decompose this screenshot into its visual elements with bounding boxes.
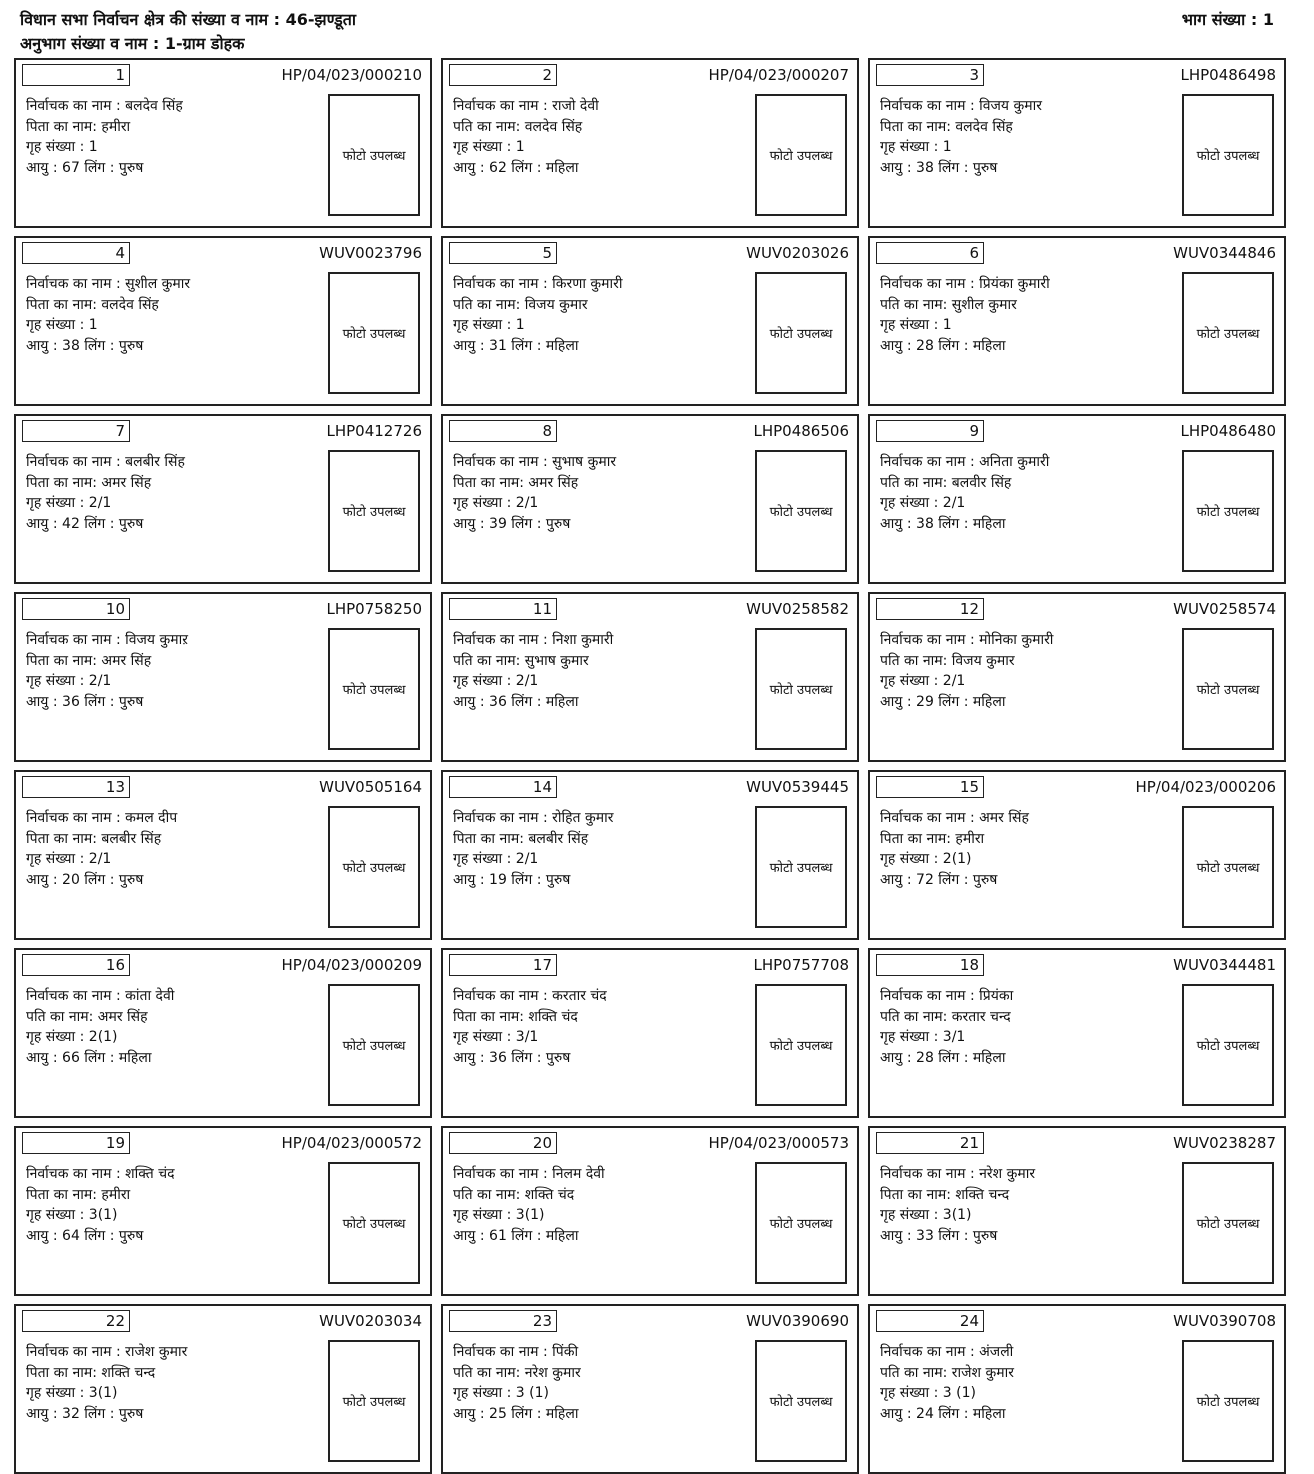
relative-name: पति का नाम: शक्ति चंद <box>453 1186 575 1203</box>
voter-details <box>880 274 1050 356</box>
photo-placeholder: फोटो उपलब्ध <box>755 984 847 1106</box>
photo-placeholder: फोटो उपलब्ध <box>1182 272 1274 394</box>
epic-number: WUV0505164 <box>319 778 422 796</box>
voter-card <box>14 770 432 940</box>
photo-placeholder: फोटो उपलब्ध <box>1182 1162 1274 1284</box>
age-gender: आयु : 31 लिंग : महिला <box>453 337 579 354</box>
serial-number: 7 <box>22 420 130 442</box>
photo-placeholder: फोटो उपलब्ध <box>755 1340 847 1462</box>
voter-details <box>26 96 183 178</box>
voter-name: निर्वाचक का नाम : करतार चंद <box>453 988 607 1004</box>
house-number: गृह संख्या : 2/1 <box>453 851 539 867</box>
epic-number: WUV0203026 <box>746 244 849 262</box>
voter-card <box>14 236 432 406</box>
photo-placeholder: फोटो उपलब्ध <box>755 1162 847 1284</box>
house-number: गृह संख्या : 2/1 <box>880 673 966 689</box>
photo-placeholder: फोटो उपलब्ध <box>328 94 420 216</box>
photo-placeholder: फोटो उपलब्ध <box>1182 450 1274 572</box>
voter-name: निर्वाचक का नाम : बलबीर सिंह <box>26 454 185 470</box>
relative-name: पति का नाम: करतार चन्द <box>880 1008 1011 1025</box>
relative-name: पिता का नाम: अमर सिंह <box>453 474 579 491</box>
age-gender: आयु : 42 लिंग : पुरुष <box>26 515 144 532</box>
voter-card <box>441 1304 859 1474</box>
epic-number: WUV0258574 <box>1173 600 1276 618</box>
relative-name: पिता का नाम: वलदेव सिंह <box>26 296 159 313</box>
voter-card <box>441 770 859 940</box>
epic-number: WUV0203034 <box>319 1312 422 1330</box>
voter-card <box>441 236 859 406</box>
voter-name: निर्वाचक का नाम : किरणा कुमारी <box>453 276 623 292</box>
house-number: गृह संख्या : 1 <box>26 317 98 333</box>
epic-number: WUV0258582 <box>746 600 849 618</box>
voter-card <box>868 58 1286 228</box>
relative-name: पति का नाम: अमर सिंह <box>26 1008 148 1025</box>
photo-placeholder: फोटो उपलब्ध <box>1182 1340 1274 1462</box>
age-gender: आयु : 25 लिंग : महिला <box>453 1405 579 1422</box>
house-number: गृह संख्या : 2/1 <box>26 851 112 867</box>
voter-card <box>441 948 859 1118</box>
serial-number: 18 <box>876 954 984 976</box>
house-number: गृह संख्या : 1 <box>453 139 525 155</box>
serial-number: 11 <box>449 598 557 620</box>
photo-placeholder: फोटो उपलब्ध <box>328 1162 420 1284</box>
relative-name: पति का नाम: नरेश कुमार <box>453 1364 581 1381</box>
age-gender: आयु : 62 लिंग : महिला <box>453 159 579 176</box>
serial-number: 8 <box>449 420 557 442</box>
relative-name: पति का नाम: बलवीर सिंह <box>880 474 1012 491</box>
voter-name: निर्वाचक का नाम : कांता देवी <box>26 988 175 1004</box>
photo-placeholder: फोटो उपलब्ध <box>328 984 420 1106</box>
house-number: गृह संख्या : 1 <box>880 317 952 333</box>
voter-details <box>880 630 1053 712</box>
age-gender: आयु : 19 लिंग : पुरुष <box>453 871 571 888</box>
voter-name: निर्वाचक का नाम : विजय कुमाऱ <box>26 632 188 648</box>
voter-card <box>868 1126 1286 1296</box>
photo-placeholder: फोटो उपलब्ध <box>755 628 847 750</box>
voter-name: निर्वाचक का नाम : मोनिका कुमारी <box>880 632 1054 648</box>
house-number: गृह संख्या : 2(1) <box>880 851 972 867</box>
voter-details <box>26 630 188 712</box>
voter-name: निर्वाचक का नाम : निशा कुमारी <box>453 632 614 648</box>
relative-name: पिता का नाम: अमर सिंह <box>26 474 152 491</box>
epic-number: HP/04/023/000210 <box>281 66 422 84</box>
voter-name: निर्वाचक का नाम : पिंकी <box>453 1344 579 1360</box>
epic-number: LHP0486506 <box>753 422 849 440</box>
voter-card <box>868 770 1286 940</box>
age-gender: आयु : 38 लिंग : पुरुष <box>880 159 998 176</box>
age-gender: आयु : 33 लिंग : पुरुष <box>880 1227 998 1244</box>
epic-number: WUV0539445 <box>746 778 849 796</box>
voter-card <box>441 1126 859 1296</box>
epic-number: HP/04/023/000209 <box>281 956 422 974</box>
voter-details <box>26 274 190 356</box>
house-number: गृह संख्या : 3(1) <box>453 1207 545 1223</box>
voter-card <box>14 592 432 762</box>
photo-placeholder: फोटो उपलब्ध <box>755 806 847 928</box>
photo-placeholder: फोटो उपलब्ध <box>328 628 420 750</box>
age-gender: आयु : 61 लिंग : महिला <box>453 1227 579 1244</box>
photo-placeholder: फोटो उपलब्ध <box>1182 94 1274 216</box>
house-number: गृह संख्या : 3(1) <box>26 1385 118 1401</box>
epic-number: WUV0344846 <box>1173 244 1276 262</box>
house-number: गृह संख्या : 1 <box>880 139 952 155</box>
epic-number: HP/04/023/000207 <box>708 66 849 84</box>
house-number: गृह संख्या : 1 <box>453 317 525 333</box>
voter-details <box>453 96 599 178</box>
voter-details <box>880 808 1029 890</box>
serial-number: 19 <box>22 1132 130 1154</box>
age-gender: आयु : 38 लिंग : पुरुष <box>26 337 144 354</box>
house-number: गृह संख्या : 3(1) <box>880 1207 972 1223</box>
epic-number: WUV0390690 <box>746 1312 849 1330</box>
part-number: भाग संख्या : 1 <box>1181 10 1274 29</box>
voter-card <box>441 58 859 228</box>
age-gender: आयु : 66 लिंग : महिला <box>26 1049 152 1066</box>
serial-number: 3 <box>876 64 984 86</box>
age-gender: आयु : 32 लिंग : पुरुष <box>26 1405 144 1422</box>
serial-number: 22 <box>22 1310 130 1332</box>
age-gender: आयु : 24 लिंग : महिला <box>880 1405 1006 1422</box>
relative-name: पिता का नाम: अमर सिंह <box>26 652 152 669</box>
age-gender: आयु : 72 लिंग : पुरुष <box>880 871 998 888</box>
serial-number: 2 <box>449 64 557 86</box>
age-gender: आयु : 29 लिंग : महिला <box>880 693 1006 710</box>
age-gender: आयु : 38 लिंग : महिला <box>880 515 1006 532</box>
voter-card-grid <box>14 58 1286 1472</box>
photo-placeholder: फोटो उपलब्ध <box>328 1340 420 1462</box>
voter-card <box>868 1304 1286 1474</box>
voter-name: निर्वाचक का नाम : अंजली <box>880 1344 1014 1360</box>
voter-details <box>26 808 177 890</box>
relative-name: पिता का नाम: शक्ति चन्द <box>26 1364 156 1381</box>
serial-number: 9 <box>876 420 984 442</box>
voter-details <box>880 1342 1014 1424</box>
epic-number: WUV0344481 <box>1173 956 1276 974</box>
house-number: गृह संख्या : 3 (1) <box>880 1385 976 1401</box>
relative-name: पति का नाम: वलदेव सिंह <box>453 118 583 135</box>
voter-details <box>26 452 185 534</box>
voter-name: निर्वाचक का नाम : कमल दीप <box>26 810 178 826</box>
voter-name: निर्वाचक का नाम : नरेश कुमार <box>880 1166 1036 1182</box>
voter-details <box>453 808 613 890</box>
voter-details <box>453 1164 605 1246</box>
epic-number: HP/04/023/000573 <box>708 1134 849 1152</box>
serial-number: 24 <box>876 1310 984 1332</box>
epic-number: LHP0758250 <box>326 600 422 618</box>
voter-card <box>868 592 1286 762</box>
relative-name: पिता का नाम: शक्ति चन्द <box>880 1186 1010 1203</box>
epic-number: WUV0238287 <box>1173 1134 1276 1152</box>
voter-name: निर्वाचक का नाम : प्रियंका <box>880 988 1014 1004</box>
voter-card <box>441 414 859 584</box>
serial-number: 10 <box>22 598 130 620</box>
serial-number: 14 <box>449 776 557 798</box>
age-gender: आयु : 36 लिंग : पुरुष <box>26 693 144 710</box>
epic-number: WUV0023796 <box>319 244 422 262</box>
age-gender: आयु : 64 लिंग : पुरुष <box>26 1227 144 1244</box>
voter-name: निर्वाचक का नाम : रोहित कुमार <box>453 810 614 826</box>
voter-name: निर्वाचक का नाम : अनिता कुमारी <box>880 454 1050 470</box>
epic-number: HP/04/023/000572 <box>281 1134 422 1152</box>
house-number: गृह संख्या : 3/1 <box>453 1029 539 1045</box>
photo-placeholder: फोटो उपलब्ध <box>328 806 420 928</box>
relative-name: पति का नाम: सुभाष कुमार <box>453 652 589 669</box>
section-title: अनुभाग संख्या व नाम : 1-ग्राम डोहक <box>20 34 245 53</box>
house-number: गृह संख्या : 3 (1) <box>453 1385 549 1401</box>
voter-name: निर्वाचक का नाम : प्रियंका कुमारी <box>880 276 1050 292</box>
voter-details <box>880 452 1049 534</box>
relative-name: पति का नाम: सुशील कुमार <box>880 296 1017 313</box>
voter-details <box>453 986 607 1068</box>
photo-placeholder: फोटो उपलब्ध <box>755 450 847 572</box>
serial-number: 12 <box>876 598 984 620</box>
age-gender: आयु : 28 लिंग : महिला <box>880 1049 1006 1066</box>
relative-name: पिता का नाम: बलबीर सिंह <box>26 830 162 847</box>
voter-card <box>441 592 859 762</box>
voter-details <box>26 986 174 1068</box>
epic-number: LHP0757708 <box>753 956 849 974</box>
relative-name: पिता का नाम: बलबीर सिंह <box>453 830 589 847</box>
voter-card <box>14 1126 432 1296</box>
epic-number: LHP0486498 <box>1180 66 1276 84</box>
age-gender: आयु : 20 लिंग : पुरुष <box>26 871 144 888</box>
page-header <box>20 6 1274 56</box>
age-gender: आयु : 67 लिंग : पुरुष <box>26 159 144 176</box>
voter-name: निर्वाचक का नाम : राजो देवी <box>453 98 599 114</box>
photo-placeholder: फोटो उपलब्ध <box>328 450 420 572</box>
serial-number: 13 <box>22 776 130 798</box>
voter-card <box>14 414 432 584</box>
serial-number: 20 <box>449 1132 557 1154</box>
voter-name: निर्वाचक का नाम : राजेश कुमार <box>26 1344 188 1360</box>
house-number: गृह संख्या : 2/1 <box>26 673 112 689</box>
voter-details <box>880 1164 1035 1246</box>
serial-number: 5 <box>449 242 557 264</box>
voter-card <box>14 1304 432 1474</box>
voter-name: निर्वाचक का नाम : सुभाष कुमार <box>453 454 617 470</box>
voter-name: निर्वाचक का नाम : अमर सिंह <box>880 810 1029 826</box>
house-number: गृह संख्या : 2/1 <box>26 495 112 511</box>
relative-name: पति का नाम: विजय कुमार <box>453 296 588 313</box>
photo-placeholder: फोटो उपलब्ध <box>755 272 847 394</box>
relative-name: पति का नाम: विजय कुमार <box>880 652 1015 669</box>
serial-number: 17 <box>449 954 557 976</box>
serial-number: 16 <box>22 954 130 976</box>
relative-name: पिता का नाम: शक्ति चंद <box>453 1008 578 1025</box>
voter-details <box>453 630 613 712</box>
voter-card <box>14 58 432 228</box>
photo-placeholder: फोटो उपलब्ध <box>755 94 847 216</box>
house-number: गृह संख्या : 2/1 <box>453 673 539 689</box>
voter-details <box>453 1342 581 1424</box>
constituency-title: विधान सभा निर्वाचन क्षेत्र की संख्या व नाम : 46-झण्डूता <box>20 10 356 29</box>
voter-details <box>26 1164 175 1246</box>
voter-name: निर्वाचक का नाम : बलदेव सिंह <box>26 98 183 114</box>
serial-number: 6 <box>876 242 984 264</box>
house-number: गृह संख्या : 3/1 <box>880 1029 966 1045</box>
house-number: गृह संख्या : 2(1) <box>26 1029 118 1045</box>
voter-details <box>453 274 623 356</box>
voter-details <box>26 1342 187 1424</box>
relative-name: पति का नाम: राजेश कुमार <box>880 1364 1014 1381</box>
relative-name: पिता का नाम: हमीरा <box>26 118 131 135</box>
serial-number: 15 <box>876 776 984 798</box>
voter-card <box>868 948 1286 1118</box>
voter-card <box>868 236 1286 406</box>
photo-placeholder: फोटो उपलब्ध <box>1182 806 1274 928</box>
house-number: गृह संख्या : 3(1) <box>26 1207 118 1223</box>
relative-name: पिता का नाम: हमीरा <box>880 830 985 847</box>
voter-name: निर्वाचक का नाम : शक्ति चंद <box>26 1166 175 1182</box>
serial-number: 4 <box>22 242 130 264</box>
age-gender: आयु : 39 लिंग : पुरुष <box>453 515 571 532</box>
epic-number: HP/04/023/000206 <box>1135 778 1276 796</box>
voter-details <box>880 986 1013 1068</box>
voter-card <box>868 414 1286 584</box>
epic-number: LHP0486480 <box>1180 422 1276 440</box>
photo-placeholder: फोटो उपलब्ध <box>328 272 420 394</box>
photo-placeholder: फोटो उपलब्ध <box>1182 628 1274 750</box>
voter-details <box>880 96 1042 178</box>
house-number: गृह संख्या : 1 <box>26 139 98 155</box>
serial-number: 23 <box>449 1310 557 1332</box>
photo-placeholder: फोटो उपलब्ध <box>1182 984 1274 1106</box>
relative-name: पिता का नाम: वलदेव सिंह <box>880 118 1013 135</box>
house-number: गृह संख्या : 2/1 <box>453 495 539 511</box>
voter-details <box>453 452 616 534</box>
epic-number: LHP0412726 <box>326 422 422 440</box>
voter-card <box>14 948 432 1118</box>
house-number: गृह संख्या : 2/1 <box>880 495 966 511</box>
serial-number: 21 <box>876 1132 984 1154</box>
voter-name: निर्वाचक का नाम : सुशील कुमार <box>26 276 191 292</box>
voter-name: निर्वाचक का नाम : निलम देवी <box>453 1166 605 1182</box>
epic-number: WUV0390708 <box>1173 1312 1276 1330</box>
relative-name: पिता का नाम: हमीरा <box>26 1186 131 1203</box>
age-gender: आयु : 36 लिंग : महिला <box>453 693 579 710</box>
voter-name: निर्वाचक का नाम : विजय कुमार <box>880 98 1042 114</box>
serial-number: 1 <box>22 64 130 86</box>
age-gender: आयु : 36 लिंग : पुरुष <box>453 1049 571 1066</box>
age-gender: आयु : 28 लिंग : महिला <box>880 337 1006 354</box>
